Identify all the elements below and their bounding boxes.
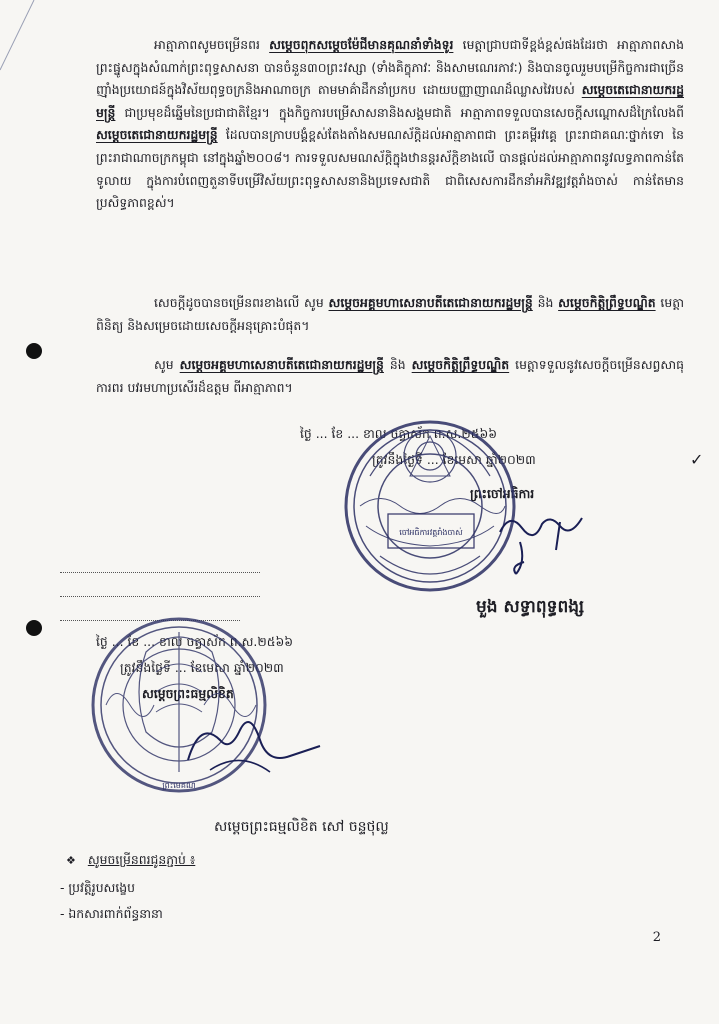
p3-bold-1: សម្ដេចអគ្គមហាសេនាបតីតេជោនាយករដ្ឋមន្ត្រី bbox=[179, 357, 384, 372]
date-2-solar: ត្រូវនឹងថ្ងៃទី ... ខែមេសា ឆ្នាំ២០២៣ bbox=[120, 660, 284, 675]
date-1-solar: ត្រូវនឹងថ្ងៃទី ... ខែមេសា ឆ្នាំ២០២៣ bbox=[372, 452, 536, 467]
attachment-title: សូមចម្រើនពរជូនភ្ជាប់ ៖ bbox=[87, 852, 196, 867]
paragraph-2 bbox=[96, 292, 684, 337]
date-2-lunar: ថ្ងៃ ... ខែ ... ខាល ចត្វាស័ក ព.ស.២៥៦៦ bbox=[96, 634, 294, 649]
p2-text-2: និង bbox=[532, 295, 559, 310]
p1-text-3: ជាប្រមុខដ៏ឆ្នើមនៃប្រជាជាតិខ្មែរ។ ក្នុងកិច្ចការបម្រើសាសនានិងសង្គមជាតិ អាត្មាភាពទទួលបានសេចក្ដីសណ្ដោសដ៏ក្រៃលែងពី bbox=[115, 104, 684, 120]
dotted-line-1 bbox=[60, 572, 260, 573]
attachment-heading bbox=[66, 852, 195, 871]
binder-hole-1 bbox=[26, 343, 42, 359]
attachment-item-1: - ប្រវត្តិរូបសង្ខេប bbox=[60, 880, 136, 895]
p2-bold-2: សម្ដេចកិត្តិព្រឹទ្ធបណ្ឌិត bbox=[558, 295, 656, 310]
dotted-line-2 bbox=[60, 596, 260, 597]
venerable-signature bbox=[180, 700, 330, 780]
venerable-title: សម្ដេចព្រះធម្មលិខិត bbox=[142, 686, 234, 701]
abbot-signature bbox=[490, 492, 600, 582]
diamond-bullet-icon: ❖ bbox=[66, 854, 76, 867]
date-1-lunar: ថ្ងៃ ... ខែ ... ខាល ចត្វាស័ក ព.ស.២៥៦៦ bbox=[300, 426, 498, 441]
margin-pen-stroke bbox=[0, 0, 60, 80]
checkmark-icon: ✓ bbox=[690, 450, 704, 469]
p2-text-1: សេចក្ដីដូចបានចម្រើនពរខាងលើ សូម bbox=[154, 295, 329, 310]
svg-text:ព្រះមេគណ: ព្រះមេគណ bbox=[162, 781, 196, 790]
p1-text-1: អាត្មាភាពសូមចម្រើនពរ bbox=[154, 37, 270, 52]
abbot-title: ព្រះចៅអធិការ bbox=[470, 486, 535, 501]
paragraph-3 bbox=[96, 354, 684, 399]
p3-text-3: មេត្តាទទួលនូវសេចក្ដីចម្រើនសព្វសាធុការពរ បវរមហាប្រសើរដ៏ឧត្តម ពីអាត្មាភាព។ bbox=[96, 357, 684, 395]
svg-text:ចៅអធិការវត្តរាំងចាស់: ចៅអធិការវត្តរាំងចាស់ bbox=[399, 528, 463, 537]
p3-text-2: និង bbox=[383, 357, 412, 372]
binder-hole-2 bbox=[26, 620, 42, 636]
p1-bold-2: សម្ដេចតេជោនាយករដ្ឋមន្ត្រី bbox=[96, 82, 684, 120]
paragraph-1 bbox=[96, 34, 684, 215]
p1-text-4: ដែលបានក្រាបបង្គំខ្ពស់តែងតាំងសមណស័ក្ដិដល់អាត្មាភាពជា ព្រះគម្ពីរវគ្គេ ព្រះរាជាគណៈថ្នាក់ទោ នៃព្រះរាជាណាចក្រកម្ពុជា នៅក្នុងឆ្នាំ២០០៨។ ការទទួលសមណស័ក្ដិក្នុងឋានន្តរស័ក្ដិខាងលើ បានផ្ដល់ដល់អាត្មាភាពនូវលទ្ធភាពកាន់តែទូលាយ ក្នុងការបំពេញតួនាទីបម្រើវិស័យព្រះពុទ្ធសាសនានិងប្រទេសជាតិ ជាពិសេសការដឹកនាំអភិវឌ្ឍវត្តរាំងចាស់ កាន់តែមានប្រសិទ្ធភាពខ្ពស់។ bbox=[96, 127, 684, 211]
p2-text-3: មេត្តាពិនិត្យ និងសម្រេចដោយសេចក្ដីអនុគ្រោះបំផុត។ bbox=[96, 295, 684, 333]
attachment-item-2: - ឯកសារពាក់ព័ន្ធនានា bbox=[60, 906, 163, 921]
abbot-name: មួង សទ្ធាពុទ្ធពង្ស bbox=[476, 597, 585, 617]
p1-text-2: មេត្តាជ្រាបជាទីខ្ពង់ខ្ពស់ផងដែរថា អាត្មាភាពសាងព្រះផ្នូសក្នុងសំណាក់ព្រះពុទ្ធសាសនា បានចំនួន៣០ព្រះវស្សា (ទាំងគិក្ខុភាវៈ និងសាមណេរភាវៈ) និងបានចូលរួមបម្រើកិច្ចការជាច្រើន ញ៉ាំងប្រយោជន៍ក្នុងវិស័យពុទ្ធចក្រនិងអាណាចក្រ តាមមាគ៌ាដឹកនាំប្រកប ដោយបញ្ញាញាណដ៏ឈ្លាសវៃរបស់ bbox=[96, 37, 684, 98]
p1-bold-1: សម្ដេចពុកសម្ដេចម៉ែជីមានគុណនាំទាំងទូរ bbox=[269, 37, 454, 52]
p1-bold-3: សម្ដេចតេជោនាយករដ្ឋមន្ត្រី bbox=[96, 127, 218, 143]
p3-bold-2: សម្ដេចកិត្តិព្រឹទ្ធបណ្ឌិត bbox=[411, 357, 510, 372]
p3-text-1: សូម bbox=[154, 357, 180, 372]
p2-bold-1: សម្ដេចអគ្គមហាសេនាបតីតេជោនាយករដ្ឋមន្ត្រី bbox=[328, 295, 533, 310]
signer-name: សម្ដេចព្រះធម្មលិខិត សៅ ចន្ទថុល្ល bbox=[214, 819, 389, 835]
page-number: 2 bbox=[652, 930, 661, 945]
